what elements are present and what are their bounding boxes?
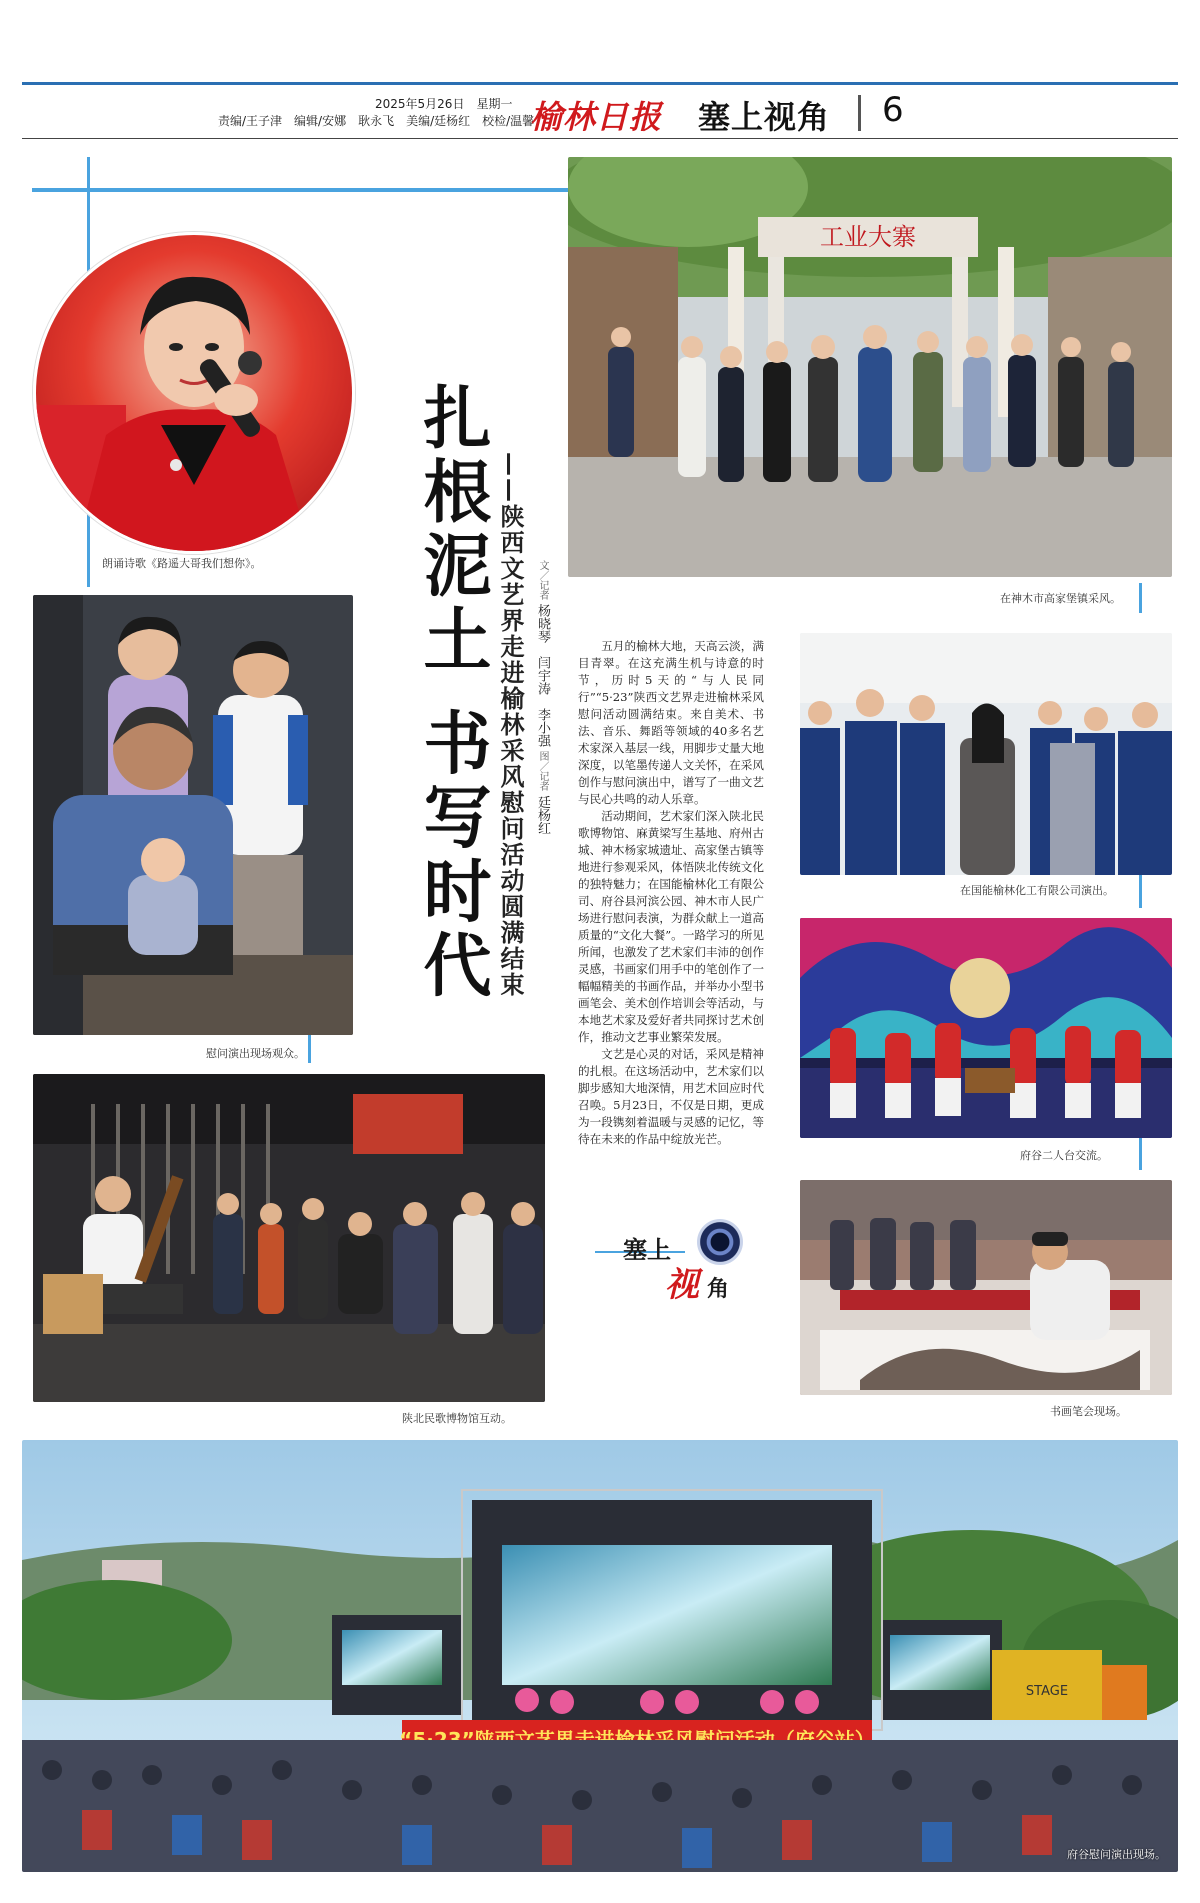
issue-date: 2025年5月26日 星期一 (375, 97, 513, 111)
section-title: 塞上视角 (698, 98, 831, 136)
photo-calligraphy (800, 1180, 1172, 1395)
newspaper-logo: 榆林日报 (530, 98, 663, 136)
arch-sign: 工业大寨 (820, 223, 916, 251)
badge-text-3: 角 (707, 1277, 730, 1302)
byline-photo-names: 廷杨红 (535, 795, 550, 835)
caption-museum: 陕北民歌博物馆互动。 (402, 1412, 512, 1425)
camera-lens-icon (697, 1219, 743, 1265)
guide-line (1139, 583, 1142, 613)
photo-gaojiapu (568, 157, 1172, 577)
byline-text-label: 文／记者 (537, 560, 548, 600)
caption-errentai: 府谷二人台交流。 (1020, 1149, 1108, 1162)
header-top-rule (22, 82, 1178, 85)
photo-chemical-company (800, 633, 1172, 875)
caption-chemical: 在国能榆林化工有限公司演出。 (960, 884, 1114, 897)
photo-singer (33, 232, 355, 554)
photo-stage-performance (22, 1440, 1178, 1872)
article-paragraph: 活动期间，艺术家们深入陕北民歌博物馆、麻黄梁写生基地、府州古城、神木杨家城遗址、高家堡古镇等地进行参观采风，体悟陕北传统文化的独特魅力；在国能榆林化工有限公司、府谷县河滨公园、神木市人民广场进行慰问表演，为群众献上一道高质量的“文化大餐”。一路学习的所见所闻，也激发了艺术家们丰沛的创作灵感，书画家们用手中的笔创作了一幅幅精美的书画作品，并举办小型书画笔会、美术创作培训会等活动，与本地艺术家及爱好者共同探讨艺术创作，推动文艺事业繁荣发展。 (578, 809, 764, 1044)
headline-subtitle: ——陕西文艺界走进榆林采风慰问活动圆满结束 (496, 452, 524, 998)
byline-photo-label: 图／记者 (537, 751, 548, 792)
caption-gaojiapu: 在神木市高家堡镇采风。 (1000, 592, 1121, 605)
article-paragraph: 文艺是心灵的对话，采风是精神的扎根。在这场活动中，艺术家们以脚步感知大地深情，用艺术回应时代召唤。5月23日，不仅是日期，更成为一段镌刻着温暖与灵感的记忆，等待在未来的作品中绽放光芒。 (578, 1047, 764, 1146)
column-badge (595, 1215, 765, 1305)
header-bottom-rule (22, 138, 1178, 139)
article-body (578, 638, 764, 1148)
caption-audience: 慰问演出现场观众。 (206, 1047, 305, 1060)
page-number: 6 (882, 90, 904, 130)
headline-title: 扎根泥土 书写时代 (412, 382, 491, 1004)
caption-singer: 朗诵诗歌《路遥大哥我们想你》。 (102, 557, 262, 570)
article-paragraph: 五月的榆林大地，天高云淡，满目青翠。在这充满生机与诗意的时节，历时5天的“与人民同行”“5·23”陕西文艺界走进榆林采风慰问活动圆满结束。来自美术、书法、音乐、舞蹈等领域的40多名艺术家深入基层一线，用脚步丈量大地深度，以笔墨传递人文关怀，在采风创作与慰问演出中，谱写了一曲文艺与民心共鸣的动人乐章。 (578, 639, 764, 806)
caption-stage: 府谷慰问演出现场。 (1067, 1848, 1166, 1861)
photo-audience (33, 595, 353, 1035)
photo-errentai (800, 918, 1172, 1138)
byline-text-names: 杨晓琴 闫宇涛 李小强 (535, 604, 550, 748)
byline (530, 560, 552, 834)
header-divider (858, 95, 861, 131)
stage-truck-label: STAGE (1025, 1684, 1069, 1699)
staff-credits: 责编/王子津 编辑/安娜 耿永飞 美编/廷杨红 校检/温馨 (218, 114, 535, 128)
photo-museum (33, 1074, 545, 1402)
badge-text-1: 塞上 (623, 1236, 671, 1264)
guide-line (32, 188, 568, 192)
badge-text-2: 视 (665, 1265, 699, 1305)
caption-calligraphy: 书画笔会现场。 (1050, 1405, 1127, 1418)
